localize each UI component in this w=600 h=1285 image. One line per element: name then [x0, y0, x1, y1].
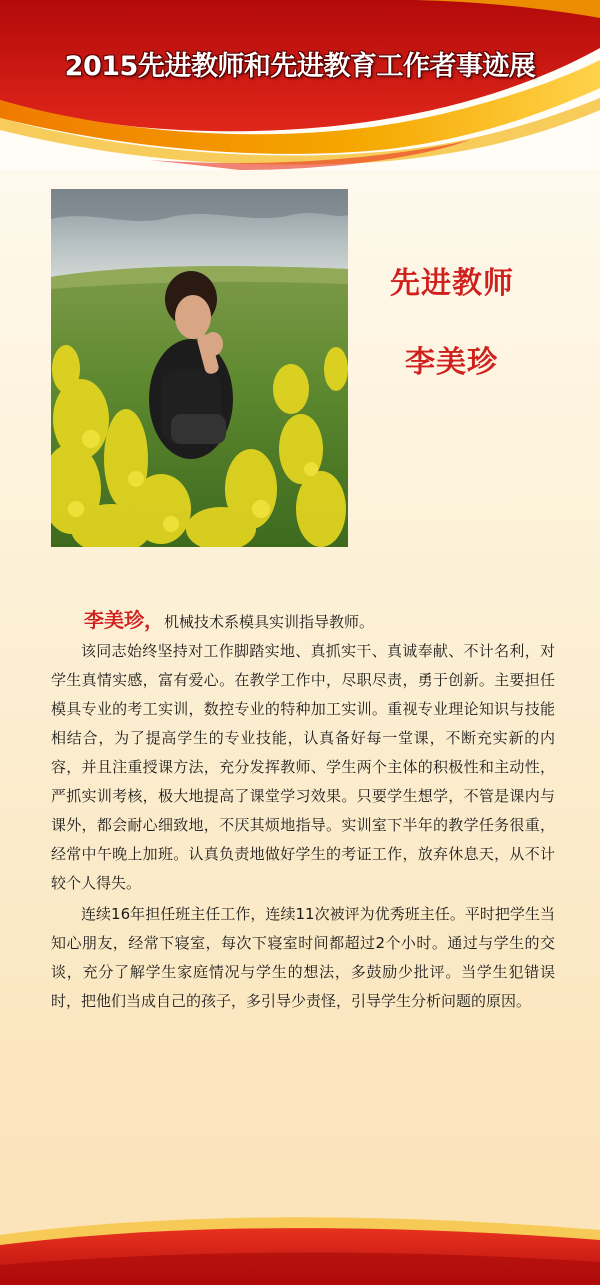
teacher-name: 李美珍: [405, 345, 498, 380]
teacher-photo: [51, 189, 348, 547]
footer-banner: [0, 1190, 600, 1285]
page-title: 2015先进教师和先进教育工作者事迹展: [64, 51, 536, 82]
bio-paragraph-1: 该同志始终坚持对工作脚踏实地、真抓实干、真诚奉献、不计名利，对学生真情实感，富有爱心。在教学工作中，尽职尽责，勇于创新。主要担任模具专业的考工实训，数控专业的特种加工实训。重视专业理论知识与技能相结合，为了提高学生的专业技能，认真备好每一堂课，不断充实新的内容，并且注重授课方法，充分发挥教师、学生两个主体的积极性和主动性，严抓实训考核，极大地提高了课堂学习效果。只要学生想学，不管是课内与课外，都会耐心细致地，不厌其烦地指导。实训室下半年的教学任务很重，经常中午晚上加班。认真负责地做好学生的考证工作，放弃休息天，从不计较个人得失。: [51, 642, 555, 892]
bio-lead: [51, 603, 555, 637]
header-banner: [0, 0, 600, 170]
biography: [51, 603, 555, 1016]
bio-lead-position: 机械技术系模具实训指导教师。: [164, 613, 375, 631]
award-title: 先进教师: [390, 266, 514, 301]
bio-paragraph-2: 连续16年担任班主任工作，连续11次被评为优秀班主任。平时把学生当知心朋友，经常下寝室，每次下寝室时间都超过2个小时。通过与学生的交谈，充分了解学生家庭情况与学生的想法，多鼓励少批评。当学生犯错误时，把他们当成自己的孩子，多引导少责怪，引导学生分析问题的原因。: [51, 905, 555, 1010]
bio-lead-name: 李美珍，: [84, 608, 164, 632]
